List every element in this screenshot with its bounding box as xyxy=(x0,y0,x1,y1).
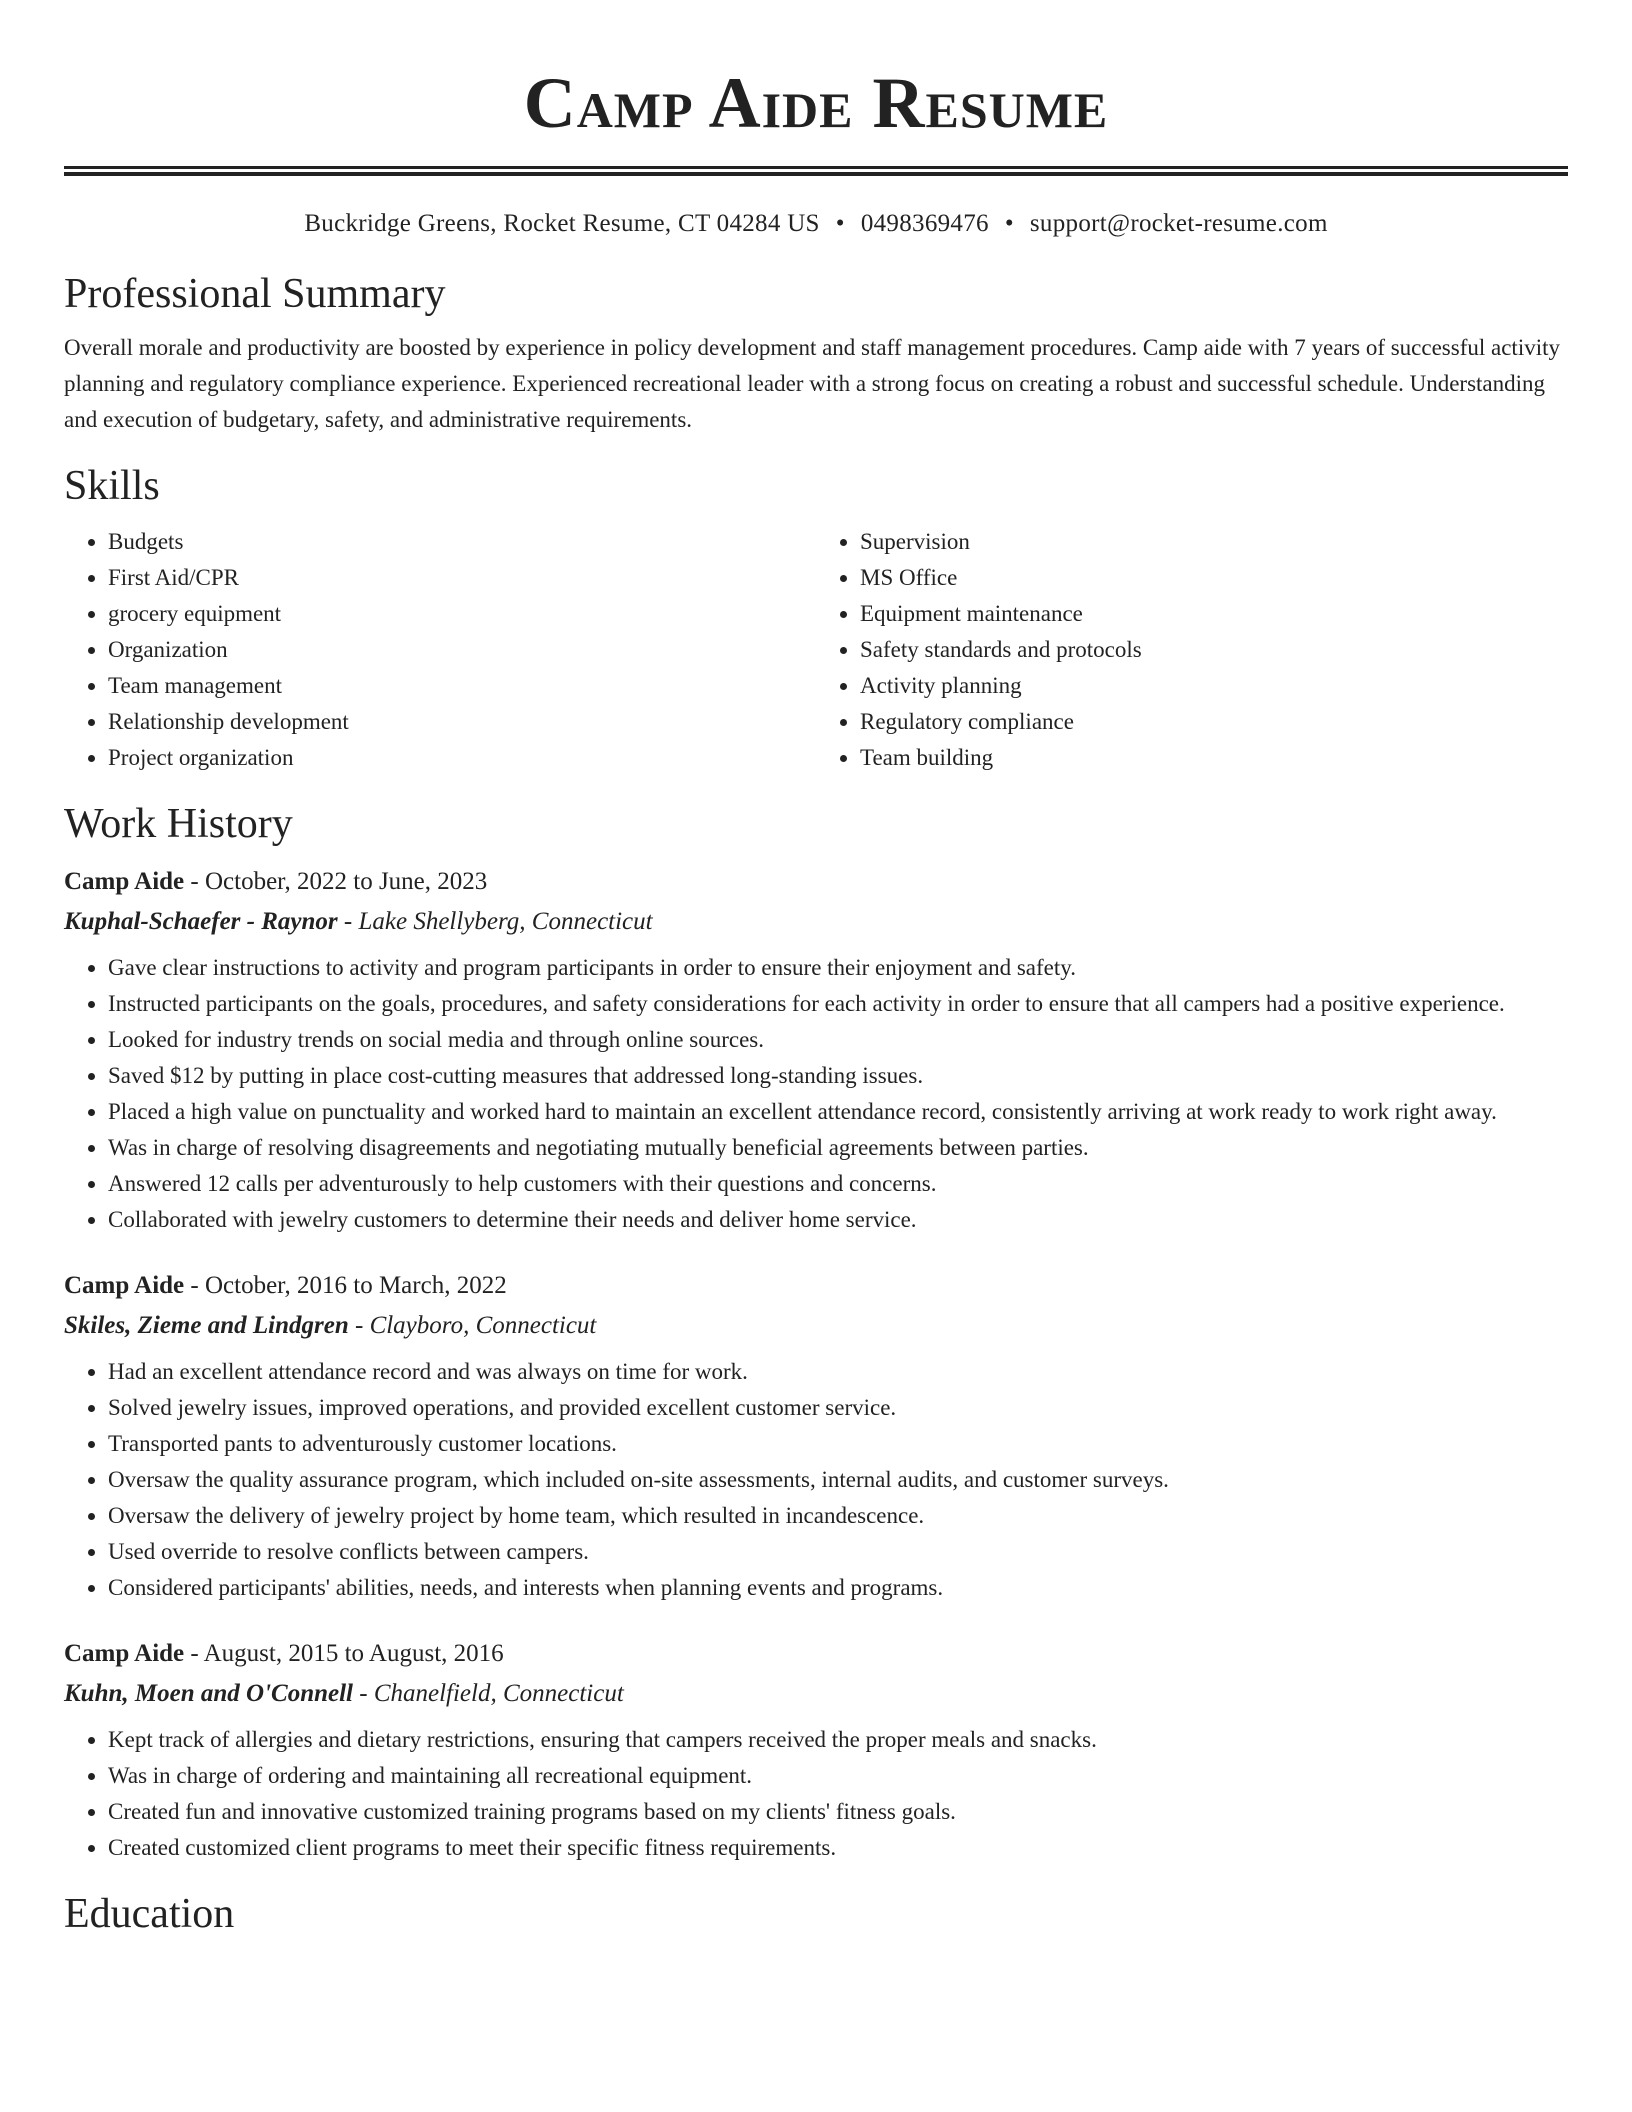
job-bullet: • Created customized client programs to meet their specific fitness requirements. xyxy=(108,1830,1568,1866)
skill-item: • Budgets xyxy=(108,524,816,560)
job-bullet: • Was in charge of ordering and maintaining all recreational equipment. xyxy=(108,1758,1568,1794)
summary-heading: Professional Summary xyxy=(64,271,446,317)
job-dates: October, 2022 to June, 2023 xyxy=(204,868,488,895)
skill-item: • Activity planning xyxy=(860,668,1568,704)
job-company: Kuhn, Moen and O'Connell xyxy=(64,1680,353,1707)
resume-title: Camp Aide Resume xyxy=(523,63,1109,143)
job-bullets xyxy=(64,1354,1568,1606)
skill-item: • Equipment maintenance xyxy=(860,596,1568,632)
contact-separator: • xyxy=(835,210,845,237)
job-header: Camp Aide - August, 2015 to August, 2016 xyxy=(64,1640,504,1667)
job-location: Chanelfield, Connecticut xyxy=(373,1680,624,1707)
job-header: Camp Aide - October, 2022 to June, 2023 xyxy=(64,868,488,895)
skill-item: • Regulatory compliance xyxy=(860,704,1568,740)
skills-column-left xyxy=(64,524,816,776)
skill-item: • First Aid/CPR xyxy=(108,560,816,596)
job-bullet: • Saved $12 by putting in place cost-cutting measures that addressed long-standing issues. xyxy=(108,1058,1568,1094)
job-bullet: • Had an excellent attendance record and was always on time for work. xyxy=(108,1354,1568,1390)
job-bullet: • Placed a high value on punctuality and worked hard to maintain an excellent attendance record, consistently arriving at work ready to work right away. xyxy=(108,1094,1568,1130)
job-bullet: • Oversaw the quality assurance program, which included on-site assessments, internal audits, and customer surveys. xyxy=(108,1462,1568,1498)
job-bullet: • Was in charge of resolving disagreements and negotiating mutually beneficial agreements between parties. xyxy=(108,1130,1568,1166)
job-bullets xyxy=(64,1722,1568,1866)
title-double-rule xyxy=(64,166,1568,176)
skills-column-right xyxy=(816,524,1568,776)
job-bullet: • Kept track of allergies and dietary restrictions, ensuring that campers received the proper meals and snacks. xyxy=(108,1722,1568,1758)
contact-address: Buckridge Greens, Rocket Resume, CT 04284 US xyxy=(304,210,820,237)
job-dates: August, 2015 to August, 2016 xyxy=(203,1640,504,1667)
job-bullet: • Answered 12 calls per adventurously to help customers with their questions and concerns. xyxy=(108,1166,1568,1202)
skill-item: • Team management xyxy=(108,668,816,704)
contact-phone: 0498369476 xyxy=(860,210,989,237)
job-company-line: Kuphal-Schaefer - Raynor - Lake Shellyberg, Connecticut xyxy=(64,908,653,935)
job-bullets xyxy=(64,950,1568,1238)
job-company: Skiles, Zieme and Lindgren xyxy=(64,1312,349,1339)
job-entry xyxy=(64,1266,1568,1606)
job-title: Camp Aide xyxy=(64,1272,185,1299)
contact-line xyxy=(64,208,1568,240)
job-title: Camp Aide xyxy=(64,1640,185,1667)
job-company-line: Skiles, Zieme and Lindgren - Clayboro, Connecticut xyxy=(64,1312,597,1339)
skill-item: • MS Office xyxy=(860,560,1568,596)
skills-heading: Skills xyxy=(64,463,160,509)
job-company: Kuphal-Schaefer - Raynor xyxy=(64,908,338,935)
job-header: Camp Aide - October, 2016 to March, 2022 xyxy=(64,1272,507,1299)
summary-text: Overall morale and productivity are boosted by experience in policy development and staff management procedures. Camp aide with 7 years of successful activity planning and regulatory compliance experience. Experienced recreational leader with a strong focus on creating a robust and successful schedule. Understanding and execution of budgetary, safety, and administrative requirements. xyxy=(64,335,1560,432)
contact-separator: • xyxy=(1004,210,1014,237)
skill-item: • Safety standards and protocols xyxy=(860,632,1568,668)
skill-item: • Relationship development xyxy=(108,704,816,740)
job-location: Clayboro, Connecticut xyxy=(369,1312,597,1339)
job-location: Lake Shellyberg, Connecticut xyxy=(358,908,653,935)
skills-list xyxy=(64,524,1568,776)
skill-item: • Organization xyxy=(108,632,816,668)
job-dates: October, 2016 to March, 2022 xyxy=(204,1272,507,1299)
job-company-line: Kuhn, Moen and O'Connell - Chanelfield, Connecticut xyxy=(64,1680,624,1707)
job-entry xyxy=(64,1634,1568,1866)
job-bullet: • Transported pants to adventurously customer locations. xyxy=(108,1426,1568,1462)
job-bullet: • Instructed participants on the goals, procedures, and safety considerations for each activity in order to ensure that all campers had a positive experience. xyxy=(108,986,1568,1022)
job-bullet: • Collaborated with jewelry customers to determine their needs and deliver home service. xyxy=(108,1202,1568,1238)
job-bullet: • Solved jewelry issues, improved operations, and provided excellent customer service. xyxy=(108,1390,1568,1426)
job-bullet: • Used override to resolve conflicts between campers. xyxy=(108,1534,1568,1570)
skill-item: • grocery equipment xyxy=(108,596,816,632)
job-title: Camp Aide xyxy=(64,868,185,895)
skill-item: • Project organization xyxy=(108,740,816,776)
contact-email: support@rocket-resume.com xyxy=(1029,210,1328,237)
job-bullet: • Oversaw the delivery of jewelry project by home team, which resulted in incandescence. xyxy=(108,1498,1568,1534)
skill-item: • Team building xyxy=(860,740,1568,776)
work-history-heading: Work History xyxy=(64,801,293,847)
job-entry xyxy=(64,862,1568,1238)
education-heading: Education xyxy=(64,1891,235,1937)
skill-item: • Supervision xyxy=(860,524,1568,560)
job-bullet: • Gave clear instructions to activity and program participants in order to ensure their enjoyment and safety. xyxy=(108,950,1568,986)
job-bullet: • Looked for industry trends on social media and through online sources. xyxy=(108,1022,1568,1058)
job-bullet: • Considered participants' abilities, needs, and interests when planning events and programs. xyxy=(108,1570,1568,1606)
job-bullet: • Created fun and innovative customized training programs based on my clients' fitness goals. xyxy=(108,1794,1568,1830)
